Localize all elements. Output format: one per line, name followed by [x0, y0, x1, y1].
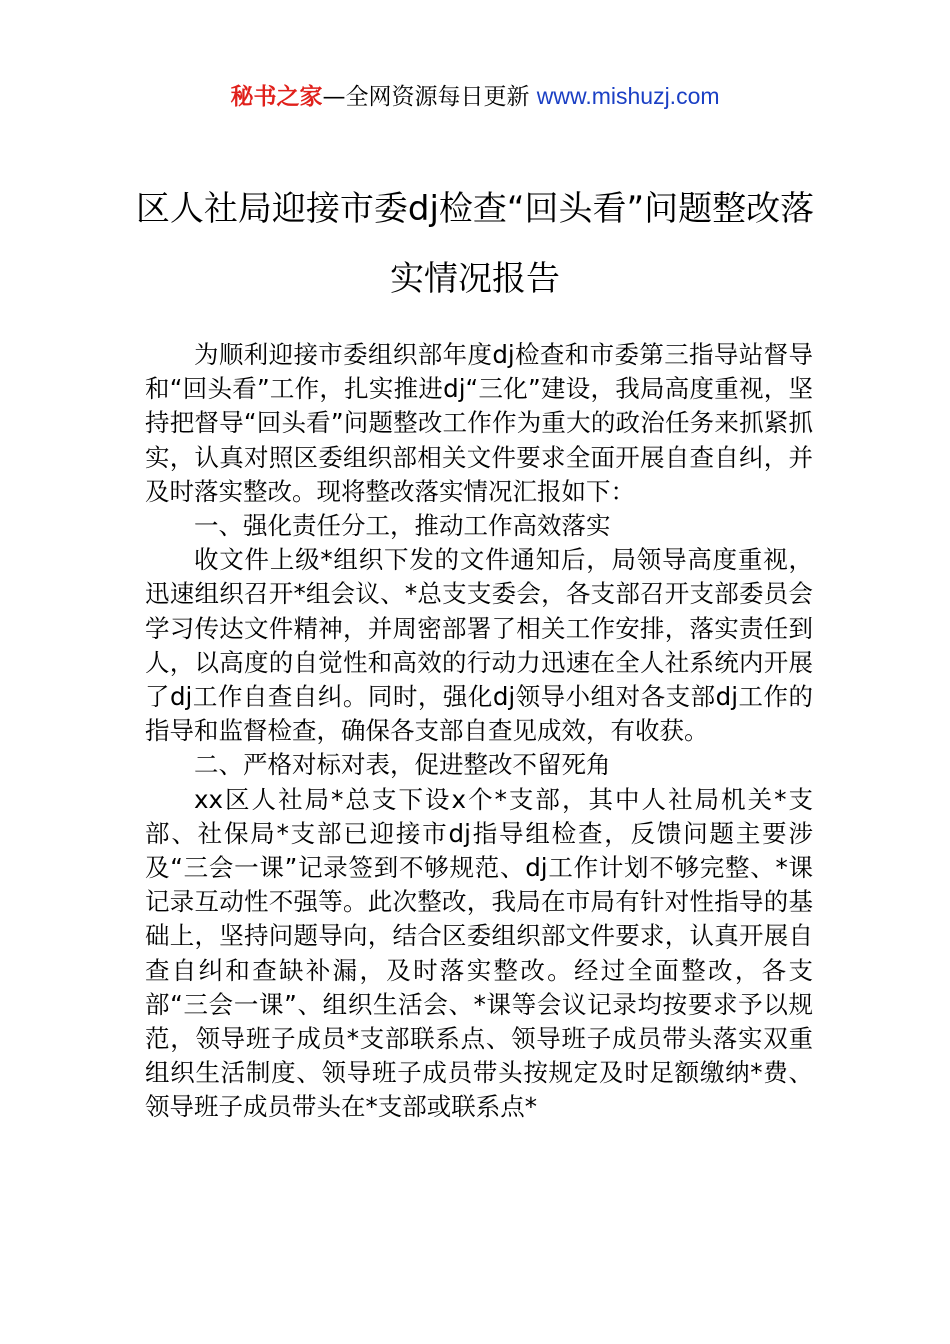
site-brand: 秘书之家 [230, 84, 323, 110]
site-header [0, 80, 950, 113]
site-url-link[interactable]: www.mishuzj.com [536, 83, 720, 109]
section-heading-2: 二、严格对标对表，促进整改不留死角 [194, 750, 611, 780]
document-body [145, 338, 813, 1125]
site-tagline: —全网资源每日更新 [322, 84, 537, 110]
section-heading-1: 一、强化责任分工，推动工作高效落实 [194, 511, 611, 541]
section-2-paragraph: xx区人社局*总支下设x个*支部，其中人社局机关*支部、社保局*支部已迎接市dj指导组检查，反馈问题主要涉及“三会一课”记录签到不够规范、dj工作计划不够完整、*课记录互动性不强等。此次整改，我局在市局有针对性指导的基础上，坚持问题导向，结合区委组织部文件要求，认真开展自查自纠和查缺补漏，及时落实整改。经过全面整改，各支部“三会一课”、组织生活会、*课等会议记录均按要求予以规范，领导班子成员*支部联系点、领导班子成员带头落实双重组织生活制度、领导班子成员带头按规定及时足额缴纳*费、领导班子成员带头在*支部或联系点* [145, 784, 813, 1122]
document-title: 区人社局迎接市委dj检查“回头看”问题整改落实情况报告 [135, 189, 815, 299]
intro-paragraph: 为顺利迎接市委组织部年度dj检查和市委第三指导站督导和“回头看”工作，扎实推进dj“三化”建设，我局高度重视，坚持把督导“回头看”问题整改工作作为重大的政治任务来抓紧抓实，认真对照区委组织部相关文件要求全面开展自查自纠，并及时落实整改。现将整改落实情况汇报如下： [145, 340, 813, 506]
section-1-paragraph: 收文件上级*组织下发的文件通知后，局领导高度重视，迅速组织召开*组会议、*总支支委会，各支部召开支部委员会学习传达文件精神，并周密部署了相关工作安排，落实责任到人，以高度的自觉性和高效的行动力迅速在全人社系统内开展了dj工作自查自纠。同时，强化dj领导小组对各支部dj工作的指导和监督检查，确保各支部自查见成效，有收获。 [145, 545, 813, 746]
